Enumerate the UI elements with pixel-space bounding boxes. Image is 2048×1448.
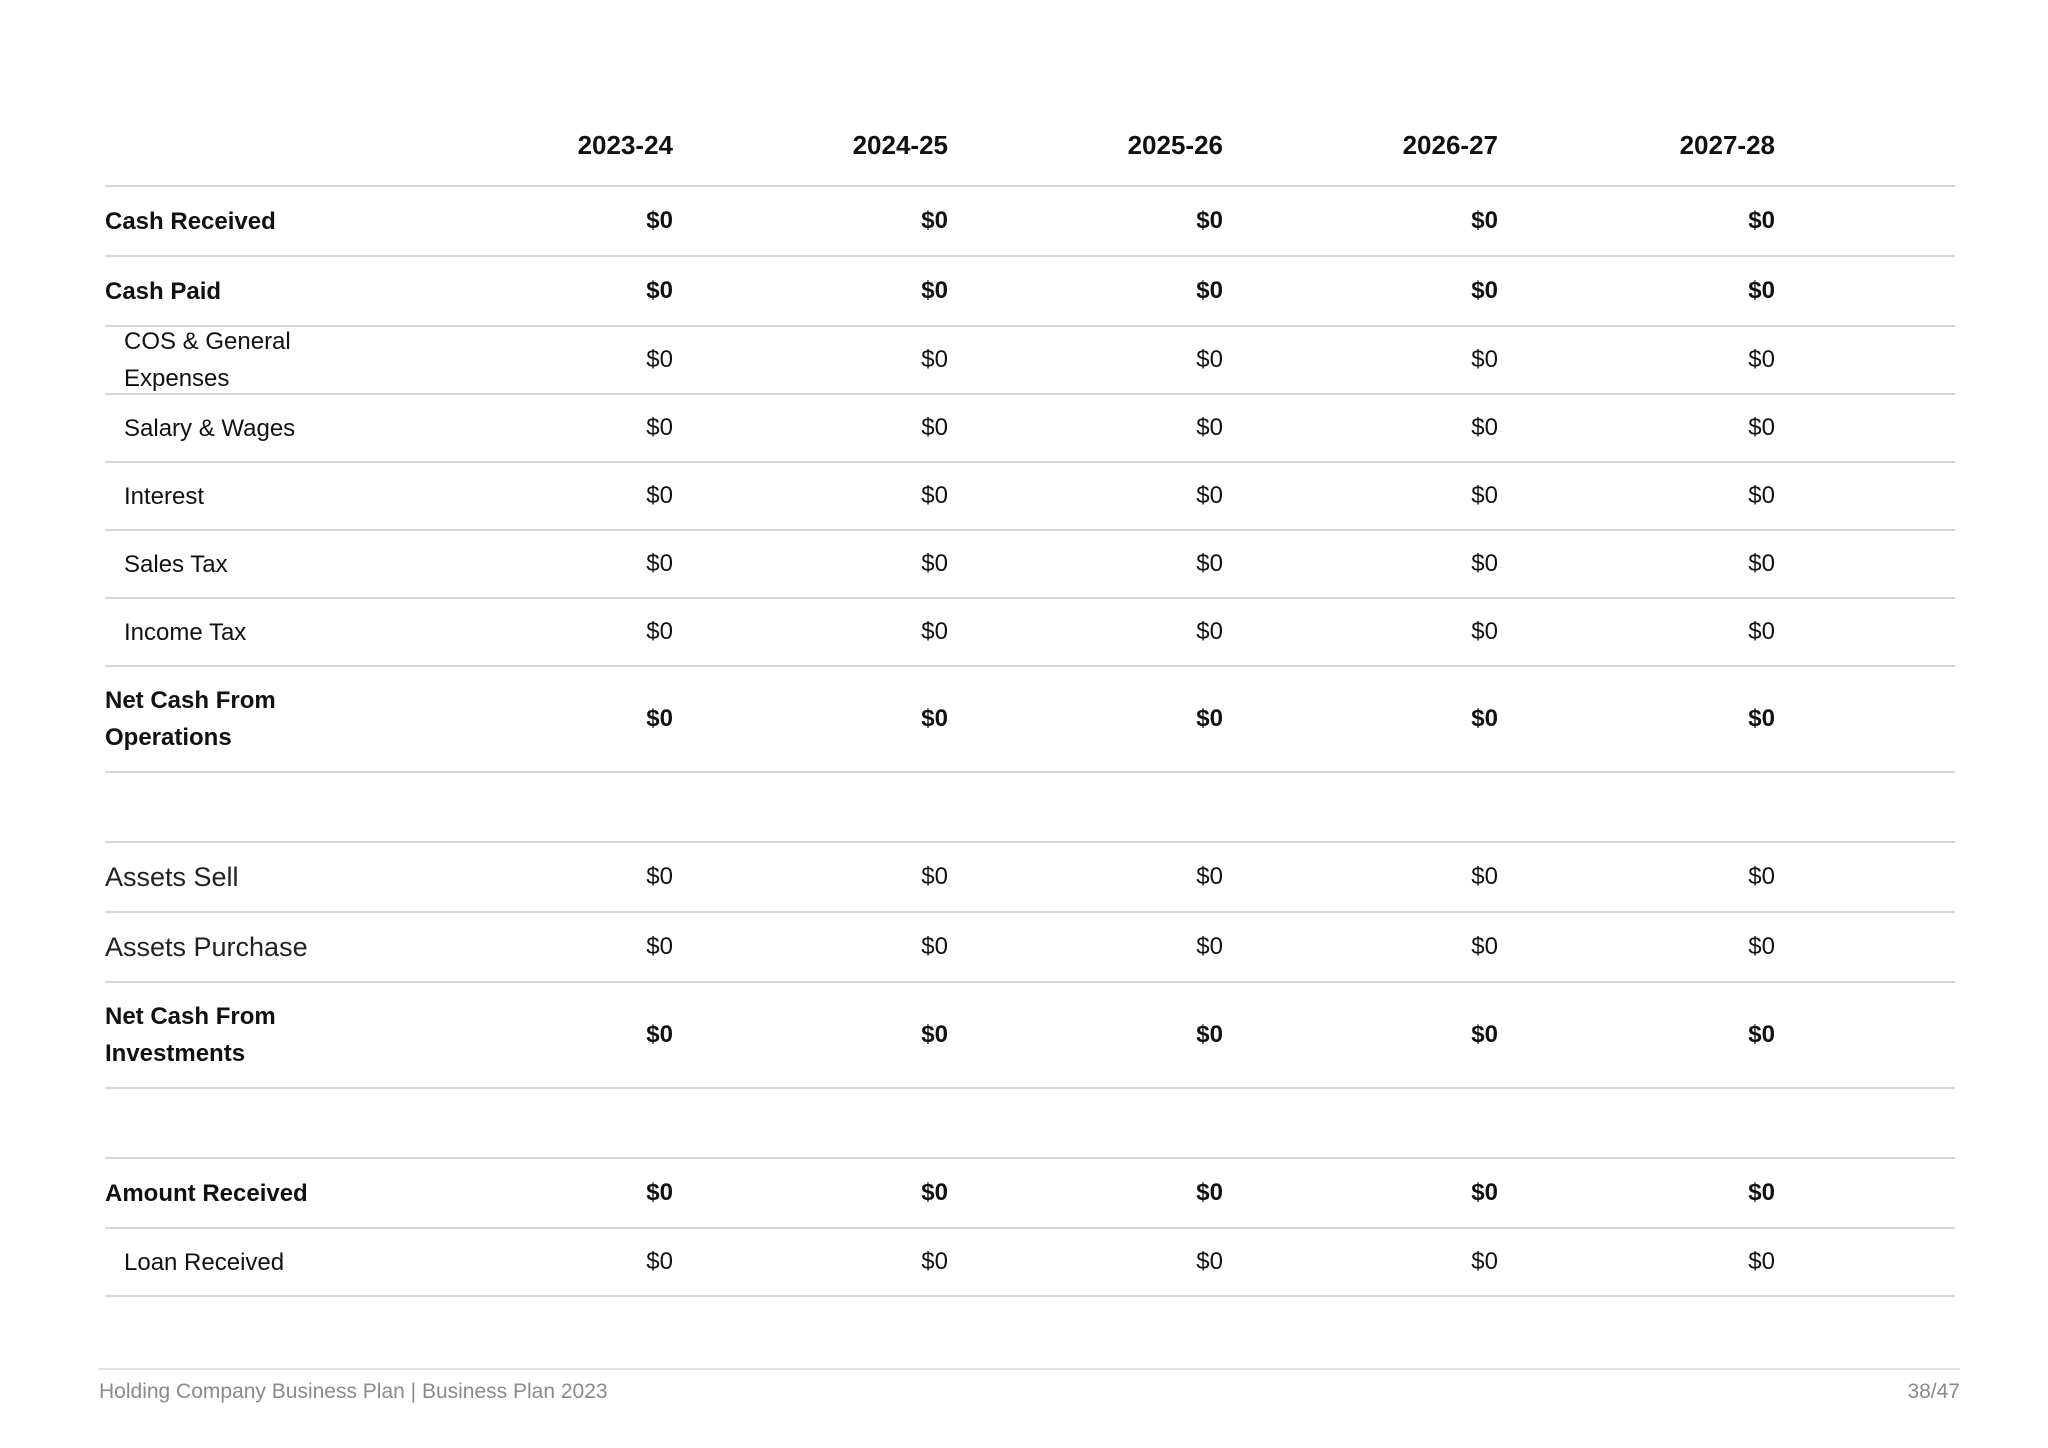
table-cell: $0 xyxy=(1196,346,1223,373)
spacer-row xyxy=(105,1089,1955,1159)
table-row xyxy=(105,599,1955,667)
row-label: Cash Paid xyxy=(105,277,222,305)
table-cell: $0 xyxy=(921,705,948,732)
table-cell: $0 xyxy=(1471,414,1498,441)
table-cell: $0 xyxy=(1196,1021,1223,1048)
table-cell: $0 xyxy=(1748,414,1775,441)
table-cell: $0 xyxy=(1748,550,1775,577)
table-cell: $0 xyxy=(1196,933,1223,960)
table-row xyxy=(105,667,1955,773)
table-cell: $0 xyxy=(1471,277,1498,304)
table-cell: $0 xyxy=(646,705,673,732)
footer-divider xyxy=(98,1368,1960,1370)
table-row xyxy=(105,1159,1955,1229)
table-cell: $0 xyxy=(1471,1179,1498,1206)
table-cell: $0 xyxy=(1471,1248,1498,1275)
col-header: 2023-24 xyxy=(577,130,673,160)
col-header: 2025-26 xyxy=(1127,130,1223,160)
col-header: 2027-28 xyxy=(1679,130,1775,160)
table-cell: $0 xyxy=(921,1248,948,1275)
table-cell: $0 xyxy=(921,414,948,441)
table-cell: $0 xyxy=(646,550,673,577)
table-cell: $0 xyxy=(1196,618,1223,645)
table-cell: $0 xyxy=(921,550,948,577)
table-cell: $0 xyxy=(921,346,948,373)
table-row xyxy=(105,983,1955,1089)
table-cell: $0 xyxy=(921,207,948,234)
table-cell: $0 xyxy=(1471,482,1498,509)
table-cell: $0 xyxy=(646,1179,673,1206)
table-cell: $0 xyxy=(646,863,673,890)
row-label: Amount Received xyxy=(105,1179,308,1207)
table-cell: $0 xyxy=(646,618,673,645)
table-cell: $0 xyxy=(1748,1248,1775,1275)
table-cell: $0 xyxy=(1196,705,1223,732)
row-label: Sales Tax xyxy=(124,550,228,578)
row-label: Net Cash From Operations xyxy=(105,687,276,751)
table-cell: $0 xyxy=(646,1021,673,1048)
table-cell: $0 xyxy=(1196,482,1223,509)
spacer-row xyxy=(105,773,1955,843)
table-row xyxy=(105,327,1955,395)
table-cell: $0 xyxy=(1471,933,1498,960)
table-row xyxy=(105,395,1955,463)
table-cell: $0 xyxy=(646,482,673,509)
table-cell: $0 xyxy=(646,1248,673,1275)
table-cell: $0 xyxy=(1196,414,1223,441)
table-cell: $0 xyxy=(1471,705,1498,732)
table-cell: $0 xyxy=(1471,207,1498,234)
col-header: 2024-25 xyxy=(852,130,948,160)
table-cell: $0 xyxy=(646,207,673,234)
table-row xyxy=(105,913,1955,983)
table-cell: $0 xyxy=(1196,207,1223,234)
table-cell: $0 xyxy=(1748,207,1775,234)
row-label: Income Tax xyxy=(124,618,247,646)
table-cell: $0 xyxy=(1748,346,1775,373)
table-cell: $0 xyxy=(646,277,673,304)
table-cell: $0 xyxy=(1196,277,1223,304)
row-label: Interest xyxy=(124,482,205,510)
table-cell: $0 xyxy=(1748,277,1775,304)
table-cell: $0 xyxy=(1196,550,1223,577)
table-row xyxy=(105,843,1955,913)
table-cell: $0 xyxy=(1748,482,1775,509)
table-cell: $0 xyxy=(921,1021,948,1048)
row-label: Cash Received xyxy=(105,207,276,235)
table-cell: $0 xyxy=(1471,618,1498,645)
table-row xyxy=(105,463,1955,531)
table-cell: $0 xyxy=(1471,346,1498,373)
table-cell: $0 xyxy=(1471,550,1498,577)
table-cell: $0 xyxy=(1196,1179,1223,1206)
row-label: Loan Received xyxy=(124,1248,285,1276)
table-cell: $0 xyxy=(1748,618,1775,645)
table-row xyxy=(105,257,1955,327)
table-cell: $0 xyxy=(646,414,673,441)
cash-flow-table xyxy=(105,108,1955,1297)
table-cell: $0 xyxy=(921,1179,948,1206)
row-label: Salary & Wages xyxy=(124,414,296,442)
table-cell: $0 xyxy=(1196,1248,1223,1275)
footer-page-number: 38/47 xyxy=(1907,1380,1960,1403)
table-row xyxy=(105,1229,1955,1297)
table-cell: $0 xyxy=(921,277,948,304)
col-header: 2026-27 xyxy=(1402,130,1498,160)
row-label: Assets Sell xyxy=(105,861,239,892)
table-row xyxy=(105,187,1955,257)
table-cell: $0 xyxy=(646,346,673,373)
table-row xyxy=(105,531,1955,599)
table-cell: $0 xyxy=(1471,863,1498,890)
table-cell: $0 xyxy=(1196,863,1223,890)
table-cell: $0 xyxy=(921,618,948,645)
table-cell: $0 xyxy=(1748,933,1775,960)
table-cell: $0 xyxy=(921,482,948,509)
table-cell: $0 xyxy=(1748,1021,1775,1048)
table-cell: $0 xyxy=(646,933,673,960)
table-cell: $0 xyxy=(921,933,948,960)
table-header-row xyxy=(105,108,1955,187)
footer-document-title: Holding Company Business Plan | Business Plan 2023 xyxy=(99,1380,608,1403)
row-label: COS & General Expenses xyxy=(124,328,291,392)
row-label: Assets Purchase xyxy=(105,931,308,962)
row-label: Net Cash From Investments xyxy=(105,1003,276,1067)
table-cell: $0 xyxy=(921,863,948,890)
table-cell: $0 xyxy=(1748,1179,1775,1206)
table-cell: $0 xyxy=(1748,863,1775,890)
table-cell: $0 xyxy=(1471,1021,1498,1048)
table-cell: $0 xyxy=(1748,705,1775,732)
